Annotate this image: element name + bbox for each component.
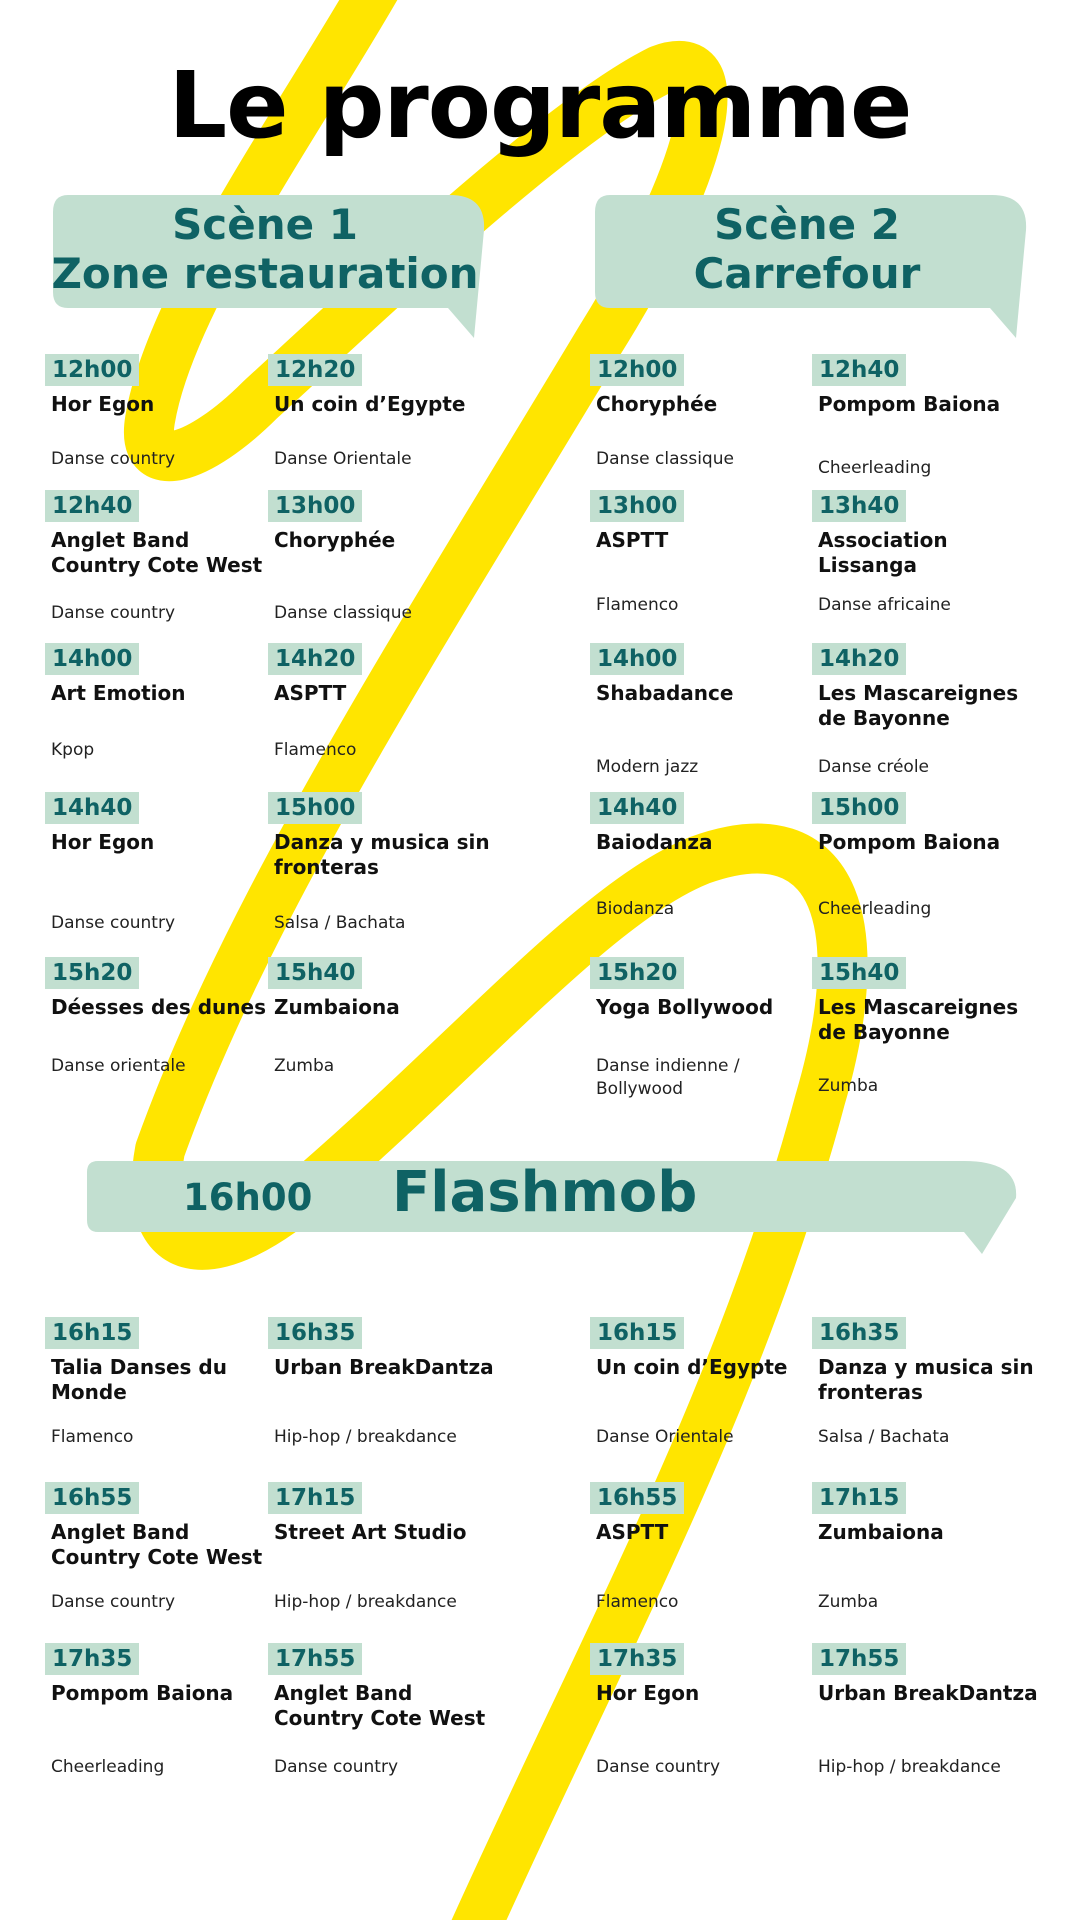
slot-time: 15h40 xyxy=(812,957,906,989)
slot-genre: Cheerleading xyxy=(818,458,932,478)
slot-time: 17h15 xyxy=(268,1482,362,1514)
slot-genre: Danse country xyxy=(51,449,176,469)
slot-genre: Danse country xyxy=(596,1757,721,1777)
slot-time: 12h20 xyxy=(268,354,362,386)
slot-genre: Danse Orientale xyxy=(596,1427,734,1447)
slot-act: Yoga Bollywood xyxy=(596,995,774,1019)
schedule-slot xyxy=(812,1317,1042,1447)
slot-time: 16h15 xyxy=(590,1317,684,1349)
slot-act: ASPTT xyxy=(274,681,347,705)
page-title: Le programme xyxy=(168,52,912,159)
slot-genre: Flamenco xyxy=(596,595,679,615)
slot-genre: Zumba xyxy=(818,1076,879,1096)
slot-act: Hor Egon xyxy=(51,830,155,854)
slot-genre: Danse africaine xyxy=(818,595,951,615)
schedule-slot xyxy=(268,643,498,760)
slot-act: Anglet Band Country Cote West xyxy=(51,528,263,577)
slot-time: 16h55 xyxy=(590,1482,684,1514)
flashmob-label: Flashmob xyxy=(392,1160,698,1225)
slot-time: 15h00 xyxy=(268,792,362,824)
slot-time: 14h00 xyxy=(45,643,139,675)
slot-act: ASPTT xyxy=(596,1520,669,1544)
slot-genre: Hip-hop / breakdance xyxy=(818,1757,1001,1777)
slot-act: Hor Egon xyxy=(596,1681,700,1705)
slot-act: Street Art Studio xyxy=(274,1520,467,1544)
slot-time: 12h00 xyxy=(590,354,684,386)
slot-time: 13h00 xyxy=(590,490,684,522)
slot-genre: Salsa / Bachata xyxy=(818,1427,950,1447)
slot-time: 16h35 xyxy=(268,1317,362,1349)
schedule-slot xyxy=(590,490,820,615)
slot-act: Zumbaiona xyxy=(274,995,400,1019)
stage1-location: Zone restauration xyxy=(51,249,479,298)
slot-time: 14h00 xyxy=(590,643,684,675)
slot-genre: Salsa / Bachata xyxy=(274,913,406,933)
slot-time: 16h35 xyxy=(812,1317,906,1349)
slot-time: 16h15 xyxy=(45,1317,139,1349)
schedule-slot xyxy=(590,1643,820,1777)
slot-genre: Zumba xyxy=(274,1056,335,1076)
slot-genre: Zumba xyxy=(818,1592,879,1612)
slot-act: Baiodanza xyxy=(596,830,713,854)
slot-genre: Kpop xyxy=(51,740,95,760)
schedule-slot xyxy=(45,1317,275,1447)
schedule-slot xyxy=(590,792,820,919)
slot-act: Talia Danses du Monde xyxy=(51,1355,227,1404)
slot-time: 15h20 xyxy=(590,957,684,989)
stage1-name: Scène 1 xyxy=(172,200,358,249)
slot-act: Association Lissanga xyxy=(818,528,948,577)
schedule-slot xyxy=(45,792,275,933)
schedule-slot xyxy=(45,957,275,1076)
schedule-slot xyxy=(45,354,275,469)
slot-genre: Danse country xyxy=(51,603,176,623)
schedule-slot xyxy=(812,354,1042,478)
slot-time: 12h40 xyxy=(812,354,906,386)
slot-time: 14h40 xyxy=(45,792,139,824)
schedule-slot xyxy=(590,643,820,777)
schedule-slot xyxy=(45,643,275,760)
slot-time: 15h40 xyxy=(268,957,362,989)
slot-time: 17h15 xyxy=(812,1482,906,1514)
slot-act: Zumbaiona xyxy=(818,1520,944,1544)
schedule-slot xyxy=(590,957,820,1099)
slot-act: Déesses des dunes xyxy=(51,995,266,1019)
slot-time: 17h55 xyxy=(812,1643,906,1675)
slot-act: Pompom Baiona xyxy=(818,830,1001,854)
slot-act: Un coin d’Egypte xyxy=(274,392,466,416)
slot-act: ASPTT xyxy=(596,528,669,552)
slot-time: 14h20 xyxy=(268,643,362,675)
slot-time: 17h35 xyxy=(590,1643,684,1675)
slot-act: Choryphée xyxy=(274,528,396,552)
schedule-slot xyxy=(812,792,1042,919)
schedule-slot xyxy=(812,1482,1042,1612)
slot-time: 13h40 xyxy=(812,490,906,522)
schedule-slot xyxy=(45,490,275,623)
schedule-slot xyxy=(812,643,1042,777)
schedule-slot xyxy=(268,354,498,469)
slot-genre: Danse country xyxy=(51,1592,176,1612)
slot-time: 16h55 xyxy=(45,1482,139,1514)
schedule-slot xyxy=(812,957,1042,1096)
slot-act: Danza y musica sin fronteras xyxy=(818,1355,1034,1404)
stage2-location: Carrefour xyxy=(693,249,921,298)
slot-act: Shabadance xyxy=(596,681,734,705)
slot-genre: Cheerleading xyxy=(51,1757,165,1777)
slot-time: 15h20 xyxy=(45,957,139,989)
slot-act: Art Emotion xyxy=(51,681,186,705)
slot-genre: Cheerleading xyxy=(818,899,932,919)
slot-act: Danza y musica sin fronteras xyxy=(274,830,490,879)
slot-act: Un coin d’Egypte xyxy=(596,1355,788,1379)
slot-act: Urban BreakDantza xyxy=(274,1355,494,1379)
schedule-slot xyxy=(268,957,498,1076)
slot-genre: Danse country xyxy=(274,1757,399,1777)
slot-genre: Flamenco xyxy=(274,740,357,760)
schedule-slot xyxy=(45,1482,275,1612)
flashmob-time: 16h00 xyxy=(183,1176,313,1219)
slot-genre: Hip-hop / breakdance xyxy=(274,1427,457,1447)
schedule-slot xyxy=(590,1317,820,1447)
slot-genre: Flamenco xyxy=(51,1427,134,1447)
slot-time: 13h00 xyxy=(268,490,362,522)
slot-genre: Danse créole xyxy=(818,757,930,777)
slot-time: 17h55 xyxy=(268,1643,362,1675)
slot-genre: Hip-hop / breakdance xyxy=(274,1592,457,1612)
schedule-slot xyxy=(268,792,498,933)
slot-act: Pompom Baiona xyxy=(818,392,1001,416)
slot-time: 14h20 xyxy=(812,643,906,675)
schedule-slot xyxy=(268,1317,498,1447)
slot-act: Les Mascareignes de Bayonne xyxy=(818,995,1019,1044)
slot-genre: Danse country xyxy=(51,913,176,933)
schedule-slot xyxy=(812,490,1042,615)
stage1-title xyxy=(50,200,480,298)
slot-genre: Danse Orientale xyxy=(274,449,412,469)
slot-act: Anglet Band Country Cote West xyxy=(274,1681,486,1730)
schedule-slot xyxy=(268,1643,498,1777)
slot-act: Pompom Baiona xyxy=(51,1681,234,1705)
slot-time: 12h40 xyxy=(45,490,139,522)
schedule-slot xyxy=(268,490,498,623)
slot-genre: Danse classique xyxy=(596,449,734,469)
stage2-name: Scène 2 xyxy=(714,200,900,249)
slot-act: Les Mascareignes de Bayonne xyxy=(818,681,1019,730)
slot-time: 17h35 xyxy=(45,1643,139,1675)
schedule-slot xyxy=(590,354,820,469)
slot-time: 14h40 xyxy=(590,792,684,824)
slot-act: Anglet Band Country Cote West xyxy=(51,1520,263,1569)
slot-genre: Danse indienne / Bollywood xyxy=(596,1056,740,1099)
slot-genre: Danse classique xyxy=(274,603,412,623)
schedule-slot xyxy=(45,1643,275,1777)
schedule-slot xyxy=(812,1643,1042,1777)
slot-time: 15h00 xyxy=(812,792,906,824)
slot-act: Urban BreakDantza xyxy=(818,1681,1038,1705)
slot-act: Choryphée xyxy=(596,392,718,416)
slot-genre: Biodanza xyxy=(596,899,675,919)
slot-genre: Danse orientale xyxy=(51,1056,186,1076)
slot-time: 12h00 xyxy=(45,354,139,386)
stage2-title xyxy=(592,200,1022,298)
schedule-slot xyxy=(268,1482,498,1612)
slot-genre: Flamenco xyxy=(596,1592,679,1612)
schedule-slot xyxy=(590,1482,820,1612)
slot-genre: Modern jazz xyxy=(596,757,699,777)
slot-act: Hor Egon xyxy=(51,392,155,416)
